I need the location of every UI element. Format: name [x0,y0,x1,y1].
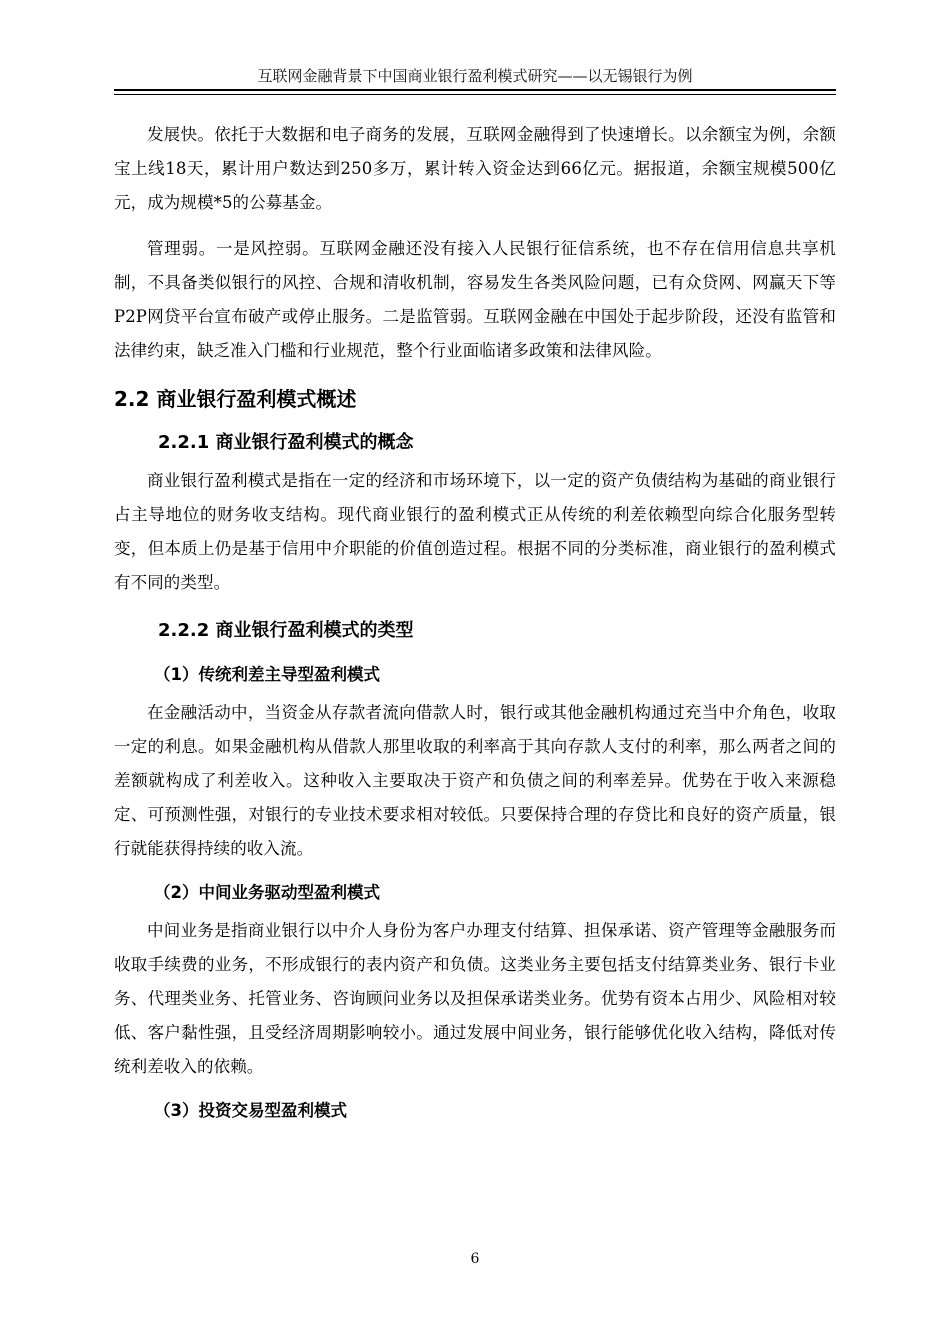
paragraph-weak-management: 管理弱。一是风控弱。互联网金融还没有接入人民银行征信系统，也不存在信用信息共享机制，不具备类似银行的风控、合规和清收机制，容易发生各类风险问题，已有众贷网、网赢天下等P2P网贷平台宣布破产或停止服务。二是监管弱。互联网金融在中国处于起步阶段，还没有监管和法律约束，缺乏准入门槛和行业规范，整个行业面临诸多政策和法律风险。 [114,239,836,360]
paragraph-intermediary-business: 中间业务是指商业银行以中介人身份为客户办理支付结算、担保承诺、资产管理等金融服务而收取手续费的业务，不形成银行的表内资产和负债。这类业务主要包括支付结算类业务、银行卡业务、代理类业务、托管业务、咨询顾问业务以及担保承诺类业务。优势有资本占用少、风险相对较低、客户黏性强，且受经济周期影响较小。通过发展中间业务，银行能够优化收入结构，降低对传统利差收入的依赖。 [114,921,836,1076]
subsection-heading-2-2-1: 2.2.1 商业银行盈利模式的概念 [158,432,414,453]
body-content [114,118,836,1132]
item-heading-1: （1）传统利差主导型盈利模式 [154,665,380,684]
paragraph-interest-spread: 在金融活动中，当资金从存款者流向借款人时，银行或其他金融机构通过充当中介角色，收取一定的利息。如果金融机构从借款人那里收取的利率高于其向存款人支付的利率，那么两者之间的差额就构成了利差收入。这种收入主要取决于资产和负债之间的利率差异。优势在于收入来源稳定、可预测性强，对银行的专业技术要求相对较低。只要保持合理的存贷比和良好的资产质量，银行就能获得持续的收入流。 [114,703,836,858]
running-header: 互联网金融背景下中国商业银行盈利模式研究——以无锡银行为例 [257,67,693,85]
header-rule-thick [114,89,836,91]
subsection-heading-2-2-2: 2.2.2 商业银行盈利模式的类型 [158,620,414,641]
header-rule-thin [114,94,836,95]
item-heading-2: （2）中间业务驱动型盈利模式 [154,883,380,902]
item-heading-3: （3）投资交易型盈利模式 [154,1101,347,1120]
paragraph-fast-growth: 发展快。依托于大数据和电子商务的发展，互联网金融得到了快速增长。以余额宝为例，余额宝上线18天，累计用户数达到250多万，累计转入资金达到66亿元。据报道，余额宝规模500亿元，成为规模*5的公募基金。 [114,125,836,212]
page-number: 6 [470,1251,480,1267]
paragraph-profit-model-concept: 商业银行盈利模式是指在一定的经济和市场环境下，以一定的资产负债结构为基础的商业银行占主导地位的财务收支结构。现代商业银行的盈利模式正从传统的利差依赖型向综合化服务型转变，但本质上仍是基于信用中介职能的价值创造过程。根据不同的分类标准，商业银行的盈利模式有不同的类型。 [114,471,836,592]
section-heading-2-2: 2.2 商业银行盈利模式概述 [114,387,357,411]
